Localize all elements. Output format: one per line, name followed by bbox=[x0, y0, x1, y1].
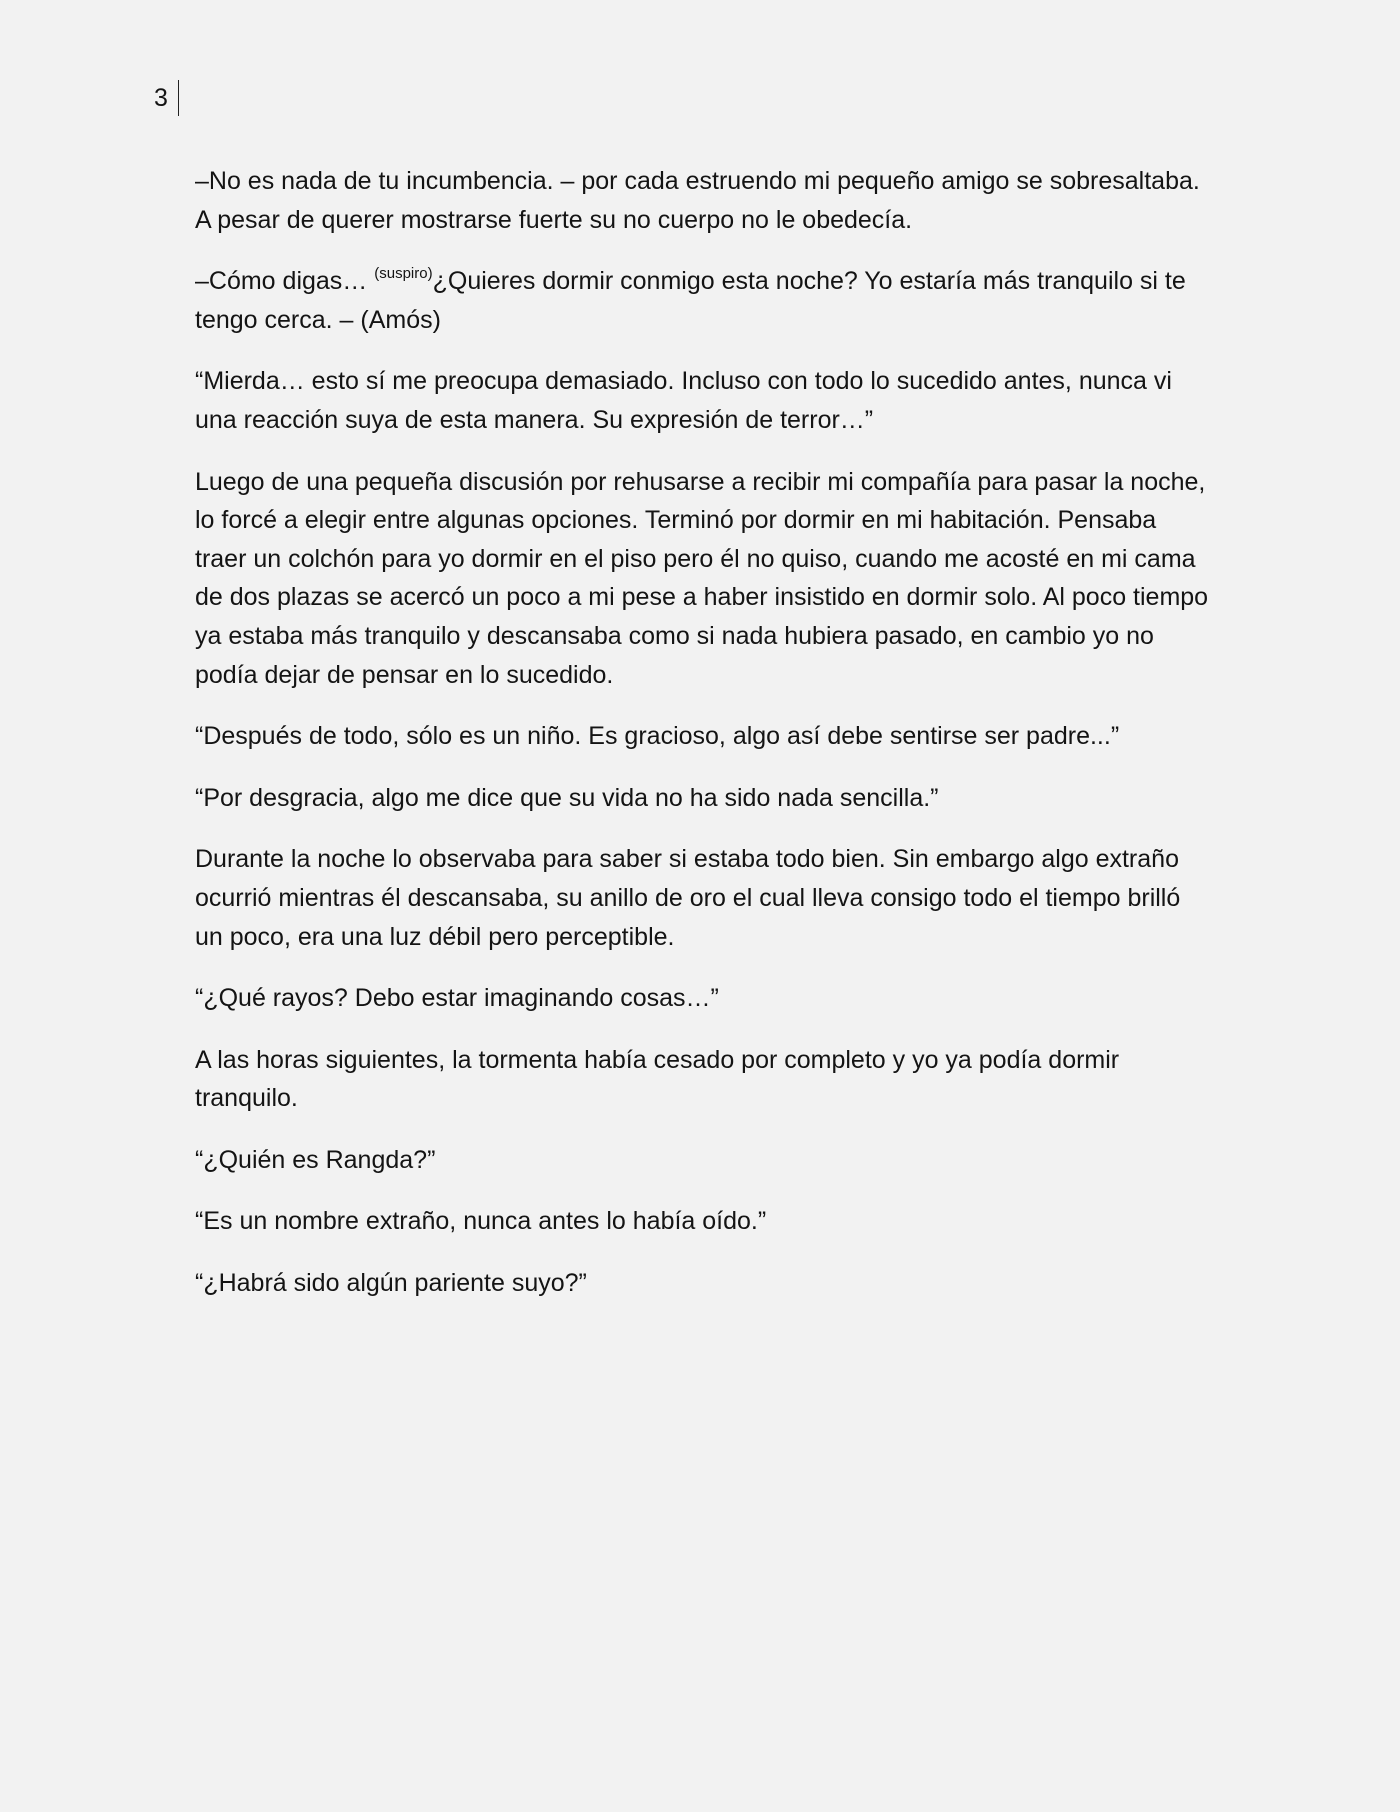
text-line: “¿Quién es Rangda?” bbox=[195, 1145, 436, 1174]
text-line: de dos plazas se acercó un poco a mi pese a haber insistido en dormir solo. Al poco tiempo bbox=[195, 583, 1209, 612]
line-text: ¿Quieres dormir conmigo esta noche? Yo estaría más tranquilo si te bbox=[432, 267, 1186, 296]
text-line: lo forcé a elegir entre algunas opciones. Terminó por dormir en mi habitación. Pensaba bbox=[195, 506, 1157, 535]
text-line: A pesar de querer mostrarse fuerte su no cuerpo no le obedecía. bbox=[195, 205, 913, 234]
text-line: podía dejar de pensar en lo sucedido. bbox=[195, 660, 614, 689]
line-text: –Cómo digas… bbox=[195, 267, 375, 296]
text-line: traer un colchón para yo dormir en el piso pero él no quiso, cuando me acosté en mi cama bbox=[195, 544, 1196, 573]
text-line: Luego de una pequeña discusión por rehusarse a recibir mi compañía para pasar la noche, bbox=[195, 467, 1206, 496]
text-line bbox=[195, 262, 1225, 301]
paragraph bbox=[195, 1202, 1225, 1241]
paragraph bbox=[195, 463, 1225, 695]
paragraph bbox=[195, 362, 1225, 439]
text-line: A las horas siguientes, la tormenta había cesado por completo y yo ya podía dormir bbox=[195, 1045, 1120, 1074]
paragraph bbox=[195, 1264, 1225, 1303]
stage-direction-note: (suspiro) bbox=[374, 265, 433, 283]
text-line: “Por desgracia, algo me dice que su vida no ha sido nada sencilla.” bbox=[195, 783, 939, 812]
text-line: “Después de todo, sólo es un niño. Es gracioso, algo así debe sentirse ser padre...” bbox=[195, 722, 1120, 751]
body-text bbox=[195, 162, 1225, 1326]
text-line: ocurrió mientras él descansaba, su anillo de oro el cual lleva consigo todo el tiempo brilló bbox=[195, 883, 1181, 912]
paragraph bbox=[195, 779, 1225, 818]
text-line: ya estaba más tranquilo y descansaba como si nada hubiera pasado, en cambio yo no bbox=[195, 621, 1154, 650]
text-line: “Es un nombre extraño, nunca antes lo había oído.” bbox=[195, 1207, 767, 1236]
paragraph bbox=[195, 717, 1225, 756]
page-number: 3 bbox=[154, 84, 168, 112]
text-line: “Mierda… esto sí me preocupa demasiado. Incluso con todo lo sucedido antes, nunca vi bbox=[195, 367, 1172, 396]
paragraph bbox=[195, 1041, 1225, 1118]
text-line: Durante la noche lo observaba para saber si estaba todo bien. Sin embargo algo extraño bbox=[195, 845, 1179, 874]
text-line: tranquilo. bbox=[195, 1084, 298, 1113]
paragraph bbox=[195, 840, 1225, 956]
paragraph bbox=[195, 162, 1225, 239]
text-line: un poco, era una luz débil pero perceptible. bbox=[195, 922, 675, 951]
paragraph bbox=[195, 979, 1225, 1018]
header-divider bbox=[178, 80, 179, 116]
text-line: “¿Habrá sido algún pariente suyo?” bbox=[195, 1269, 587, 1298]
text-line: tengo cerca. – (Amós) bbox=[195, 305, 441, 334]
paragraph bbox=[195, 1141, 1225, 1180]
page-header bbox=[154, 82, 179, 116]
paragraph bbox=[195, 262, 1225, 339]
text-line: “¿Qué rayos? Debo estar imaginando cosas…” bbox=[195, 984, 719, 1013]
text-line: una reacción suya de esta manera. Su expresión de terror…” bbox=[195, 405, 874, 434]
text-line: –No es nada de tu incumbencia. – por cada estruendo mi pequeño amigo se sobresaltaba. bbox=[195, 167, 1200, 195]
